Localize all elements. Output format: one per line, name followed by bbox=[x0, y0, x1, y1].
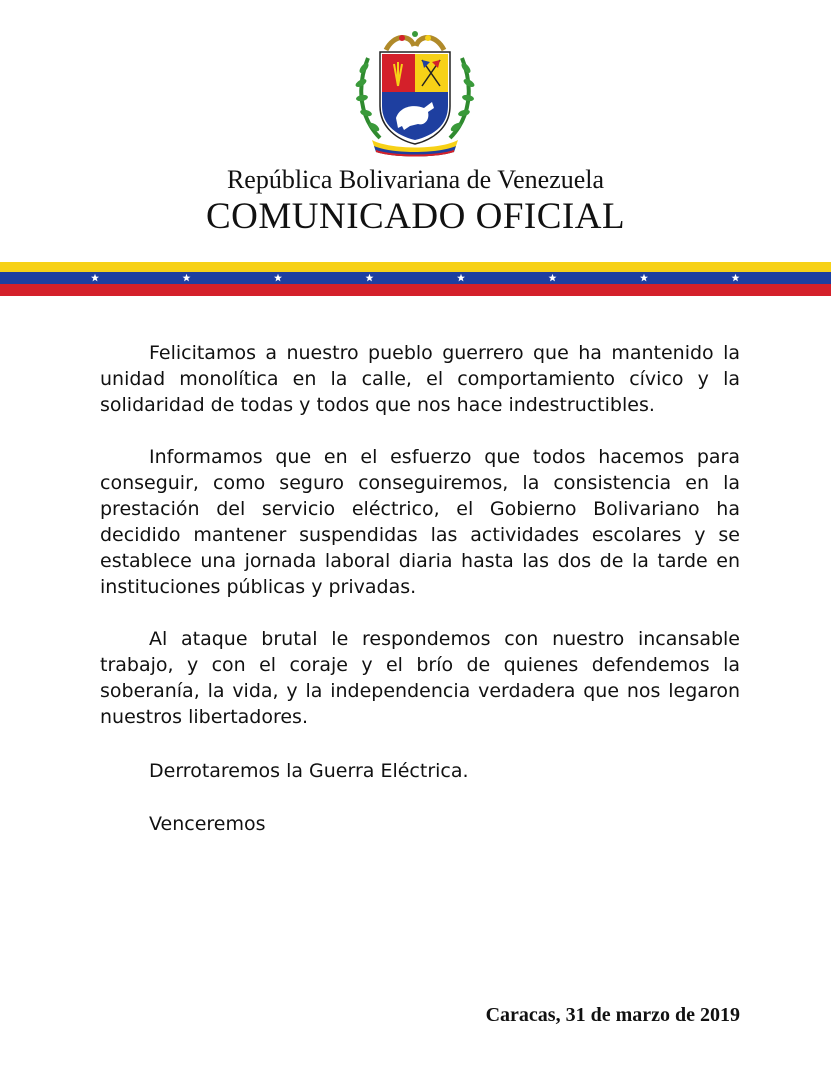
place-and-date: Caracas, 31 de marzo de 2019 bbox=[485, 1004, 740, 1026]
country-heading: República Bolivariana de Venezuela bbox=[226, 165, 605, 194]
venezuela-flag-stripe bbox=[0, 262, 831, 296]
paragraph-1: Felicitamos a nuestro pueblo guerrero que ha mantenido la unidad monolítica en la calle, el comportamiento cívico y la solidaridad de todas y todos que nos hace indestructibles. bbox=[100, 342, 740, 416]
coat-of-arms-icon bbox=[350, 28, 480, 160]
flag-yellow-stripe bbox=[0, 262, 831, 272]
paragraph-2: Informamos que en el esfuerzo que todos hacemos para conseguir, como seguro conseguiremos, la consistencia en la prestación del servicio eléctrico, el Gobierno Bolivariano ha decidido mantener suspendidas las actividades escolares y se establece una jornada laboral diaria hasta las dos de la tarde en instituciones públicas y privadas. bbox=[100, 446, 740, 598]
flag-blue-stripe bbox=[0, 272, 831, 284]
closing-line-2: Venceremos bbox=[149, 813, 266, 835]
communique-body bbox=[100, 340, 740, 756]
closing-line-1: Derrotaremos la Guerra Eléctrica. bbox=[149, 760, 469, 782]
flag-red-stripe bbox=[0, 284, 831, 296]
document-title: COMUNICADO OFICIAL bbox=[205, 196, 626, 237]
paragraph-3: Al ataque brutal le respondemos con nuestro incansable trabajo, y con el coraje y el brío de quienes defendemos la soberanía, la vida, y la independencia verdadera que nos legaron nuestros libertadores. bbox=[100, 628, 740, 728]
